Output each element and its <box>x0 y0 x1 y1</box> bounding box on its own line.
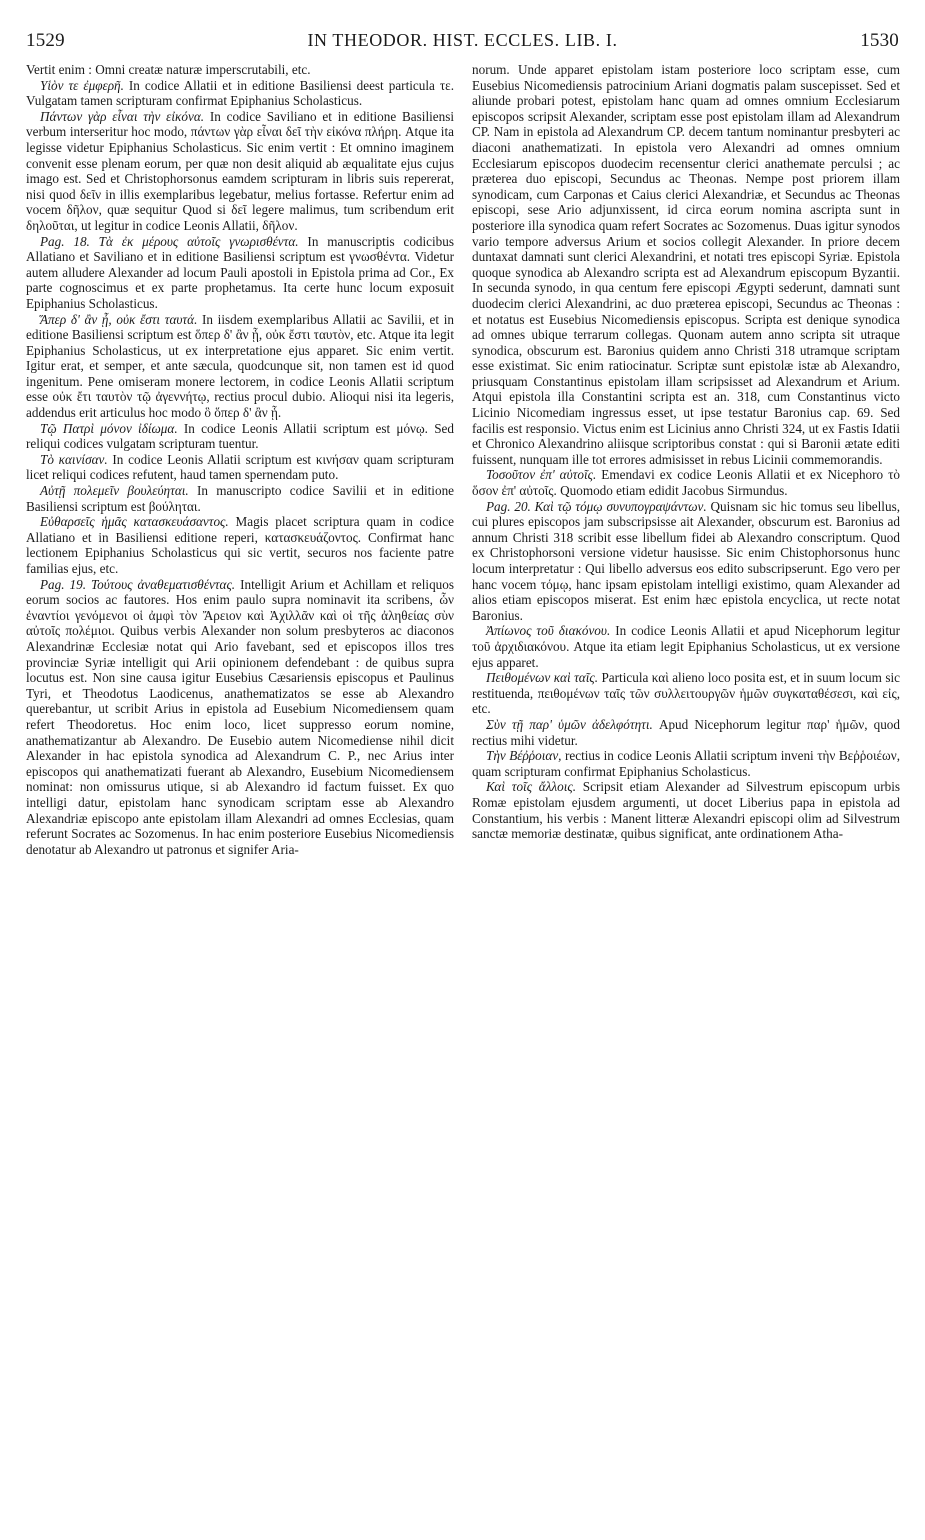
note-lemma: Υἱὸν τε ἐμφερῆ. <box>40 77 124 93</box>
note-text: In iisdem exemplaribus Allatii ac Savilii, et in editione Basiliensi scriptum est ὅπερ δ' ἂν ᾖ, οὐκ ἔστι ταυτὸν, etc. Atque ita legit Epiphanius Scholasticus, ut ex interpretatione ejus apparet. Sic enim vertit. Igitur erat, et semper, et ante sæcula, quodcunque sit, non tamen est id quod ingenitum. Pene omiseram monere lectorem, in codice Leonis Allatii scriptum esse οὐκ ἔτι ταυτὸν τῷ ἀγεννήτῳ, rectius procul dubio. Alioqui nisi ita legeris, addendus erit articulus hoc modo ὃ ὅπερ δ' ἂν ᾖ. <box>26 311 454 421</box>
note-paragraph <box>26 109 454 234</box>
note-lemma: Τὴν Βέῤῥοιαν, <box>486 748 562 764</box>
note-text: In codice Leonis Allatii et apud Nicephorum legitur τοῦ ἀρχιδιακόνου. Atque ita etiam legit Epiphanius Scholasticus, ut ex versione ejus apparet. <box>472 623 900 670</box>
running-header <box>26 30 899 54</box>
note-text: Intelligit Arium et Achillam et reliquos eorum socios ac fautores. Hos enim paulo supra nominavit ita scribens, ὧν ἐναντίοι γενόμενοι οἱ ἀμφὶ τὸν Ἄρειον καὶ Ἀχιλλᾶν καὶ οἱ τῆς ἀληθείας σὺν αὐτοῖς πολέμιοι. Quibus verbis Alexander non solum presbyteros ac diaconos Alexandrinæ Ecclesiæ notat qui Ario favebant, sed et episcopos illos tres provinciæ Syriæ intelligit qui Arii opinionem defendebant : de quibus supra locutus est. Non sine causa igitur Eusebius Cæsariensis episcopus et Paulinus Tyri, et Theodotus Laodicenus, anathematizatos se esse ab Alexandro querebantur, ut scribit Arius in epistola ad Eusebium Nicomediensem quam refert Theodoretus. Hoc enim loco, licet suppresso eorum nomine, anathematizantur ab Alexandro. De Eusebio autem Nicomediense nihil dicit Alexander in hac epistola synodica ad Alexandrum C. P., nec Arius inter episcopos qui anathematizati fuerant ab Alexandro, Eusebium Nicomediensem nominat: non omissurus utique, si ab Alexandro id factum fuisset. Ex quo intelligi datur, epistolam hanc synodicam scriptam esse ab Alexandro Alexandriæ episcopo ante epistolam illam Alexandri ad omnes Ecclesias, quam referunt Socrates ac Sozomenus. In hac enim posteriore Eusebius Nicomediensis denotatur ab Alexandro ut patronus et signifer Aria- <box>26 576 454 857</box>
note-lemma: Pag. 18. Τὰ ἐκ μέρους αὐτοῖς γνωρισθέντα. <box>40 233 299 249</box>
note-text: Emendavi ex codice Leonis Allatii et ex Nicephoro τὸ ὅσον ἐπ' αὐτοῖς. Quomodo etiam edidit Jacobus Sirmundus. <box>472 467 900 499</box>
page-number-left: 1529 <box>26 30 65 51</box>
note-lemma: Τῷ Πατρὶ μόνον ἰδίωμα. <box>40 420 178 436</box>
note-paragraph <box>472 717 900 748</box>
note-text: In codice Saviliano et in editione Basiliensi verbum interseritur hoc modo, πάντων γὰρ εἶναι δεῖ τὴν εἰκόνα πλήρη. Atque ita legisse videtur Epiphanius Scholasticus. Sic enim vertit : Et omnino imaginem convenit esse plenam eorum, per quæ non desit aliquid ab æqualitate ejus cujus imago est. Sed et Christophorsonus eamdem scripturam in libris suis repererat, nisi quod δεῖν in illis exemplaribus legebatur, melius fortasse. Refertur enim ad vocem δῆλον, quæ sequitur Quod si δεῖ legere malimus, tum scribendum erit δηλοῦται, ut legitur in codice Leonis Allatii, δῆλον. <box>26 108 454 233</box>
note-text: Apud Nicephorum legitur παρ' ἡμῶν, quod rectius mihi videtur. <box>472 716 900 748</box>
note-text: rectius in codice Leonis Allatii scriptum inveni τὴν Βεῤῥοιέων, quam scripturam confirmat Epiphanius Scholasticus. <box>472 748 900 779</box>
note-lemma: Ἅπερ δ' ἂν ᾖ, οὐκ ἔστι ταυτά. <box>40 311 198 327</box>
note-text: Particula καὶ alieno loco posita est, et in suum locum sic restituenda, πειθομένων ταῖς τῶν συλλειτουργῶν ἡμῶν συγκαταθέσεσι, καὶ εἰς, etc. <box>472 670 900 717</box>
note-text: In manuscriptis codicibus Allatiano et Saviliano et in editione Basiliensi scriptum est γνωσθέντα. Videtur autem alludere Alexander ad locum Pauli apostoli in Epistola prima ad Cor., Ex parte cognoscimus et ex parte prophetamus. Ita certe hunc locum exposuit Epiphanius Scholasticus. <box>26 233 454 311</box>
note-paragraph <box>472 779 900 841</box>
right-column <box>472 62 900 1512</box>
note-text: In manuscripto codice Savilii et in editione Basiliensi scriptum est βούληται. <box>26 483 454 514</box>
note-lemma: Pag. 20. Καὶ τῷ τόμῳ συνυπογραψάντων. <box>486 498 707 514</box>
note-text: In codice Allatii et in editione Basiliensi deest particula τε. Vulgatam tamen scripturam confirmat Epiphanius Scholasticus. <box>26 77 454 109</box>
note-text: Scripsit etiam Alexander ad Silvestrum episcopum urbis Romæ epistolam ejusdem argumenti, ut docet Liberius papa in epistola ad Constantium, his verbis : Manent litteræ Alexandri episcopi olim ad Silvestrum sanctæ memoriæ destinatæ, quibus significat, ante ordinationem Atha- <box>472 779 900 842</box>
note-paragraph <box>26 312 454 421</box>
note-paragraph <box>26 514 454 576</box>
note-paragraph <box>26 62 454 78</box>
note-lemma: Αὐτῇ πολεμεῖν βουλεύηται. <box>40 483 189 499</box>
note-lemma: Σὺν τῇ παρ' ὑμῶν ἀδελφότητι. <box>486 716 653 732</box>
note-text: In codice Leonis Allatii scriptum est κινήσαν quam scripturam licet reliqui codices refutent, haud tamen spernendam puto. <box>26 451 454 483</box>
note-paragraph <box>26 452 454 483</box>
page-number-right: 1530 <box>860 30 899 51</box>
note-paragraph <box>26 421 454 452</box>
note-text: Vertit enim : Omni creatæ naturæ imperscrutabili, etc. <box>26 62 311 77</box>
note-lemma: Ἀπίωνος τοῦ διακόνου. <box>486 623 611 639</box>
note-text: Quisnam sic hic tomus seu libellus, cui plures episcopos jam subscripsisse ait Alexander, obscurum est. Baronius ad annum Christi 318 scribit esse libellum fidei ab Alexandro conscriptum. Quod ex Christophorsoni versione videtur hausisse. Sic enim Chistophorsonus hunc locum interpretatur : Qui libello adversus eos edito subscripserunt. Ego vero per hanc vocem τόμῳ, hanc ipsam epistolam intelligi existimo, quam Alexander ad alios etiam episcopos miserat. Est enim hæc epistola encyclica, ut recte notat Baronius. <box>472 498 900 623</box>
running-title: IN THEODOR. HIST. ECCLES. LIB. I. <box>307 30 618 50</box>
note-paragraph <box>26 483 454 514</box>
note-lemma: Εὐθαρσεῖς ἡμᾶς κατασκευάσαντος. <box>40 514 229 530</box>
note-paragraph <box>472 623 900 670</box>
left-column <box>26 62 454 1512</box>
note-lemma: Πάντων γὰρ εἶναι τὴν εἰκόνα. <box>40 108 205 124</box>
note-lemma: Τοσοῦτον ἐπ' αὐτοῖς. <box>486 467 597 483</box>
note-text: In codice Leonis Allatii scriptum est μόνῳ. Sed reliqui codices vulgatam scripturam tuentur. <box>26 420 454 452</box>
note-paragraph <box>472 499 900 624</box>
note-paragraph <box>472 62 900 467</box>
note-paragraph <box>26 78 454 109</box>
note-paragraph <box>472 748 900 779</box>
note-lemma: Pag. 19. Τούτους ἀναθεματισθέντας. <box>40 576 236 592</box>
note-lemma: Καὶ τοῖς ἄλλοις. <box>486 779 577 795</box>
note-paragraph <box>26 234 454 312</box>
note-paragraph <box>26 577 454 858</box>
note-paragraph <box>472 670 900 717</box>
note-paragraph <box>472 467 900 498</box>
note-text: Magis placet scriptura quam in codice Allatiano et in Basiliensi editione reperi, κατασκευάζοντος. Confirmat hanc lectionem Epiphanius Scholasticus qui sic vertit, securos nos faciente patre familias ejus, etc. <box>26 514 454 576</box>
note-text: norum. Unde apparet epistolam istam posteriore loco scriptam esse, cum Eusebius Nicomediensis patrocinium Ariani dogmatis palam suscepisset. Sed et aliunde probari potest, epistolam hanc quam ad omnes omnium Ecclesiarum episcopos scripsit Alexander, scriptam esse post epistolam illam ad Alexandrum CP. Nam in epistola ad Alexandrum CP. decem tantum nominantur presbyteri ac diaconi anathematizati. In epistola vero Alexandri ad omnes omnium Ecclesiarum episcopos duodecim recensentur clerici anathemate perculsi ; ac præterea duo episcopi, Secundus ac Theonas. Nempe post priorem illam synodicam, cum Carponas et Caius clerici Alexandriæ, et Secundus ac Theonas episcopi, sese Ario adjunxissent, id circa eorum nomina ascripta sunt in posteriore illa synodica quam refert Socrates ac Sozomenus. Duas igitur synodos vario tempore adversus Arium et socios collegit Alexander. In priore decem duntaxat damnati sunt clerici Alexandrini, et notati tres episcopi Syriæ. Epistola quoque synodica ab Alexandro scripta est ad Alexandrum episcopum Byzantii. In secunda synodo, in qua centum fere episcopi Ægypti sederunt, damnati sunt duodecim clerici Alexandrini, ac duo præterea episcopi, Secundus ac Theonas : et notatus est Eusebius Nicomediensis episcopus. Scripta est denique synodica ad omnes ubique terrarum collegas. Quonam autem anno scripta sit utraque synodica, obscurum est. Baronius quidem anno Christi 318 utramque scriptam esse existimat. Sic enim ratiocinatur. Scriptæ sunt epistolæ istæ ab Alexandro, priusquam Constantinus epistolam illam scripsisset ad Alexandrum et Arium. Atqui epistola illa Constantini scripta est an. 318, cum Constantinus victo Licinio Nicomediam ingressus esset, ut ipse testatur Baronius cap. 69. Sed facilis est responsio. Victus enim est Licinius anno Christi 324, ut ex Fastis Idatii et Chronico Alexandrino aliisque scriptoribus constat : qui si Baronii ætate editi fuissent, nunquam ille tot errores admisisset in rebus Licinii commemorandis. <box>472 62 900 467</box>
note-lemma: Πειθομένων καὶ ταῖς. <box>486 670 599 686</box>
note-lemma: Τὸ καινίσαν. <box>40 451 108 467</box>
